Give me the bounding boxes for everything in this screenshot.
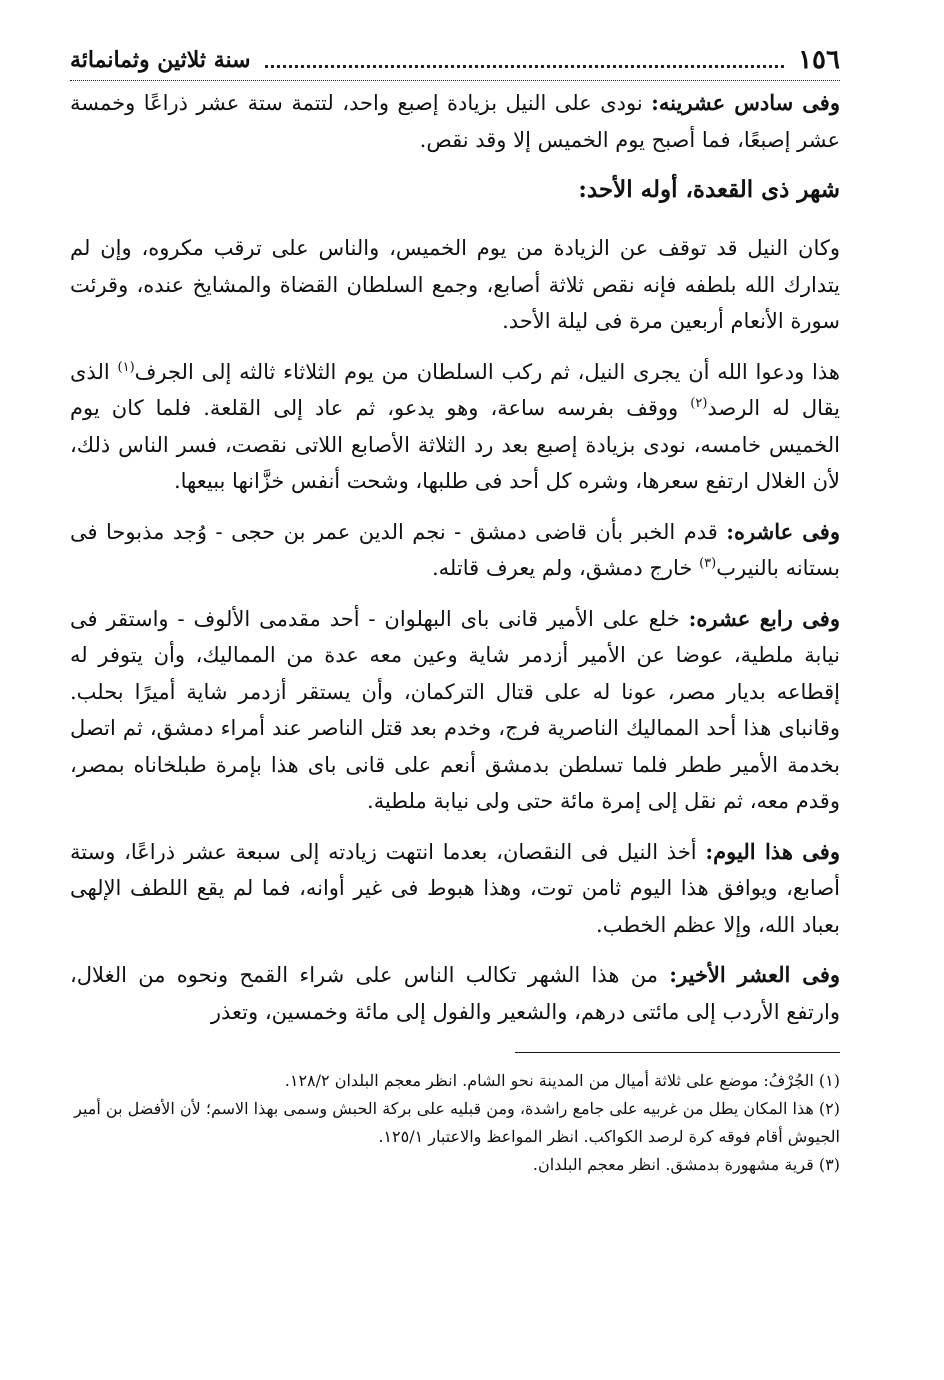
- paragraph-same-day: [70, 834, 840, 944]
- paragraph-lead: وفى العشر الأخير:: [669, 962, 840, 987]
- page-header: [70, 40, 840, 81]
- paragraph-text: الذى يقال له الرصد: [70, 359, 840, 420]
- paragraph-text: خلع على الأمير قانى باى البهلوان - أحد مقدمى الألوف - واستقر فى نيابة ملطية، عوضا عن الأمير أزدمر شاية وعين معه عدة من المماليك، وأن يتوفر له إقطاعه بديار مصر، عونا له على قتال التركمان، وأن يستقر أزدمر شاية أميرًا بحلب. وقانباى هذا أحد المماليك الناصرية فرج، وخدم بعد قتل الناصر عند أمراء دمشق، ثم اتصل بخدمة الأمير ططر فلما تسلطن بدمشق أنعم على قانى باى هذا بإمرة طبلخاناه بمصر، وقدم معه، ثم نقل إلى إمرة مائة حتى ولى نيابة ملطية.: [70, 606, 840, 813]
- paragraph-text: من هذا الشهر تكالب الناس على شراء القمح ونحوه من الغلال، وارتفع الأردب إلى مائتى درهم، والشعير والفول إلى مائة وخمسين، وتعذر: [70, 963, 840, 1024]
- page-number: ١٥٦: [798, 45, 840, 75]
- paragraph-lead: وفى هذا اليوم:: [705, 838, 840, 864]
- header-dotted-leader: [265, 65, 785, 68]
- paragraph-tenth: [70, 514, 840, 587]
- paragraph-text: نودى على النيل بزيادة إصبع واحد، لتتمة ستة عشر ذراعًا وخمسة عشر إصبعًا، فما أصبح يوم الخميس إلا وقد نقص.: [70, 91, 840, 152]
- paragraph-text: خارج دمشق، ولم يعرف قاتله.: [432, 556, 700, 580]
- running-title: سنة ثلاثين وثمانمائة: [70, 47, 251, 73]
- paragraph-text: أخذ النيل فى النقصان، بعدما انتهت زيادته إلى سبعة عشر ذراعًا، وستة أصابع، ويوافق هذا اليوم ثامن توت، وهذا هبوط فى غير أوانه، فما لم يقع اللطف الإلهى بعباد الله، وإلا عظم الخطب.: [70, 839, 840, 937]
- footnote-ref-1: (١): [117, 359, 135, 375]
- paragraph-lead: وفى رابع عشره:: [688, 605, 840, 631]
- footnote-1: (١) الجُرْفُ: موضع على ثلاثة أميال من المدينة نحو الشام. انظر معجم البلدان ١٢٨/٢.: [284, 1071, 840, 1090]
- footnotes: [70, 1067, 840, 1179]
- paragraph-last-ten: [70, 957, 840, 1030]
- paragraph-fourteenth: [70, 601, 840, 820]
- paragraph-nile-stopped: وكان النيل قد توقف عن الزيادة من يوم الخميس، والناس على ترقب مكروه، وإن لم يتدارك الله بلطفه فإنه نقص ثلاثة أصابع، وجمع السلطان القضاة والمشايخ عنده، وقرئت سورة الأنعام أربعين مرة فى ليلة الأحد.: [70, 236, 840, 333]
- footnote-separator: [515, 1052, 840, 1053]
- paragraph-text: هذا ودعوا الله أن يجرى النيل، ثم ركب السلطان من يوم الثلاثاء ثالثه إلى الجرف: [134, 359, 840, 384]
- paragraph-prayer-nile: [70, 354, 840, 500]
- paragraph-lead: وفى سادس عشرينه:: [651, 90, 840, 115]
- paragraph-text: قدم الخبر بأن قاضى دمشق - نجم الدين عمر بن حجى - وُجد مذبوحا فى بستانه بالنيرب: [70, 519, 840, 580]
- paragraph-sixth-twenty: [70, 85, 840, 158]
- footnote-ref-2: (٢): [690, 396, 708, 411]
- footnote-3: (٣) قرية مشهورة بدمشق. انظر معجم البلدان.: [532, 1155, 840, 1174]
- footnote-ref-3: (٣): [699, 556, 717, 571]
- footnote-2: (٢) هذا المكان يطل من غربيه على جامع راشدة، ومن قبليه على بركة الحبش وسمى بهذا الاسم؛ لأن الأفضل بن أمير الجيوش أقام فوقه كرة لرصد الكواكب. انظر المواعظ والاعتبار ١٢٥/١.: [74, 1099, 840, 1146]
- section-heading: شهر ذى القعدة، أوله الأحد:: [578, 176, 840, 203]
- paragraph-text: ووقف بفرسه ساعة، وهو يدعو، ثم عاد إلى القلعة. فلما كان يوم الخميس خامسه، نودى بزيادة إصبع بعد رد الثلاثة الأصابع اللاتى نقصت، فسر الناس ذلك، لأن الغلال ارتفع سعرها، وشره كل أحد فى طلبها، وشحت أنفس خزَّانها ببيعها.: [70, 396, 840, 493]
- paragraph-lead: وفى عاشره:: [726, 518, 840, 544]
